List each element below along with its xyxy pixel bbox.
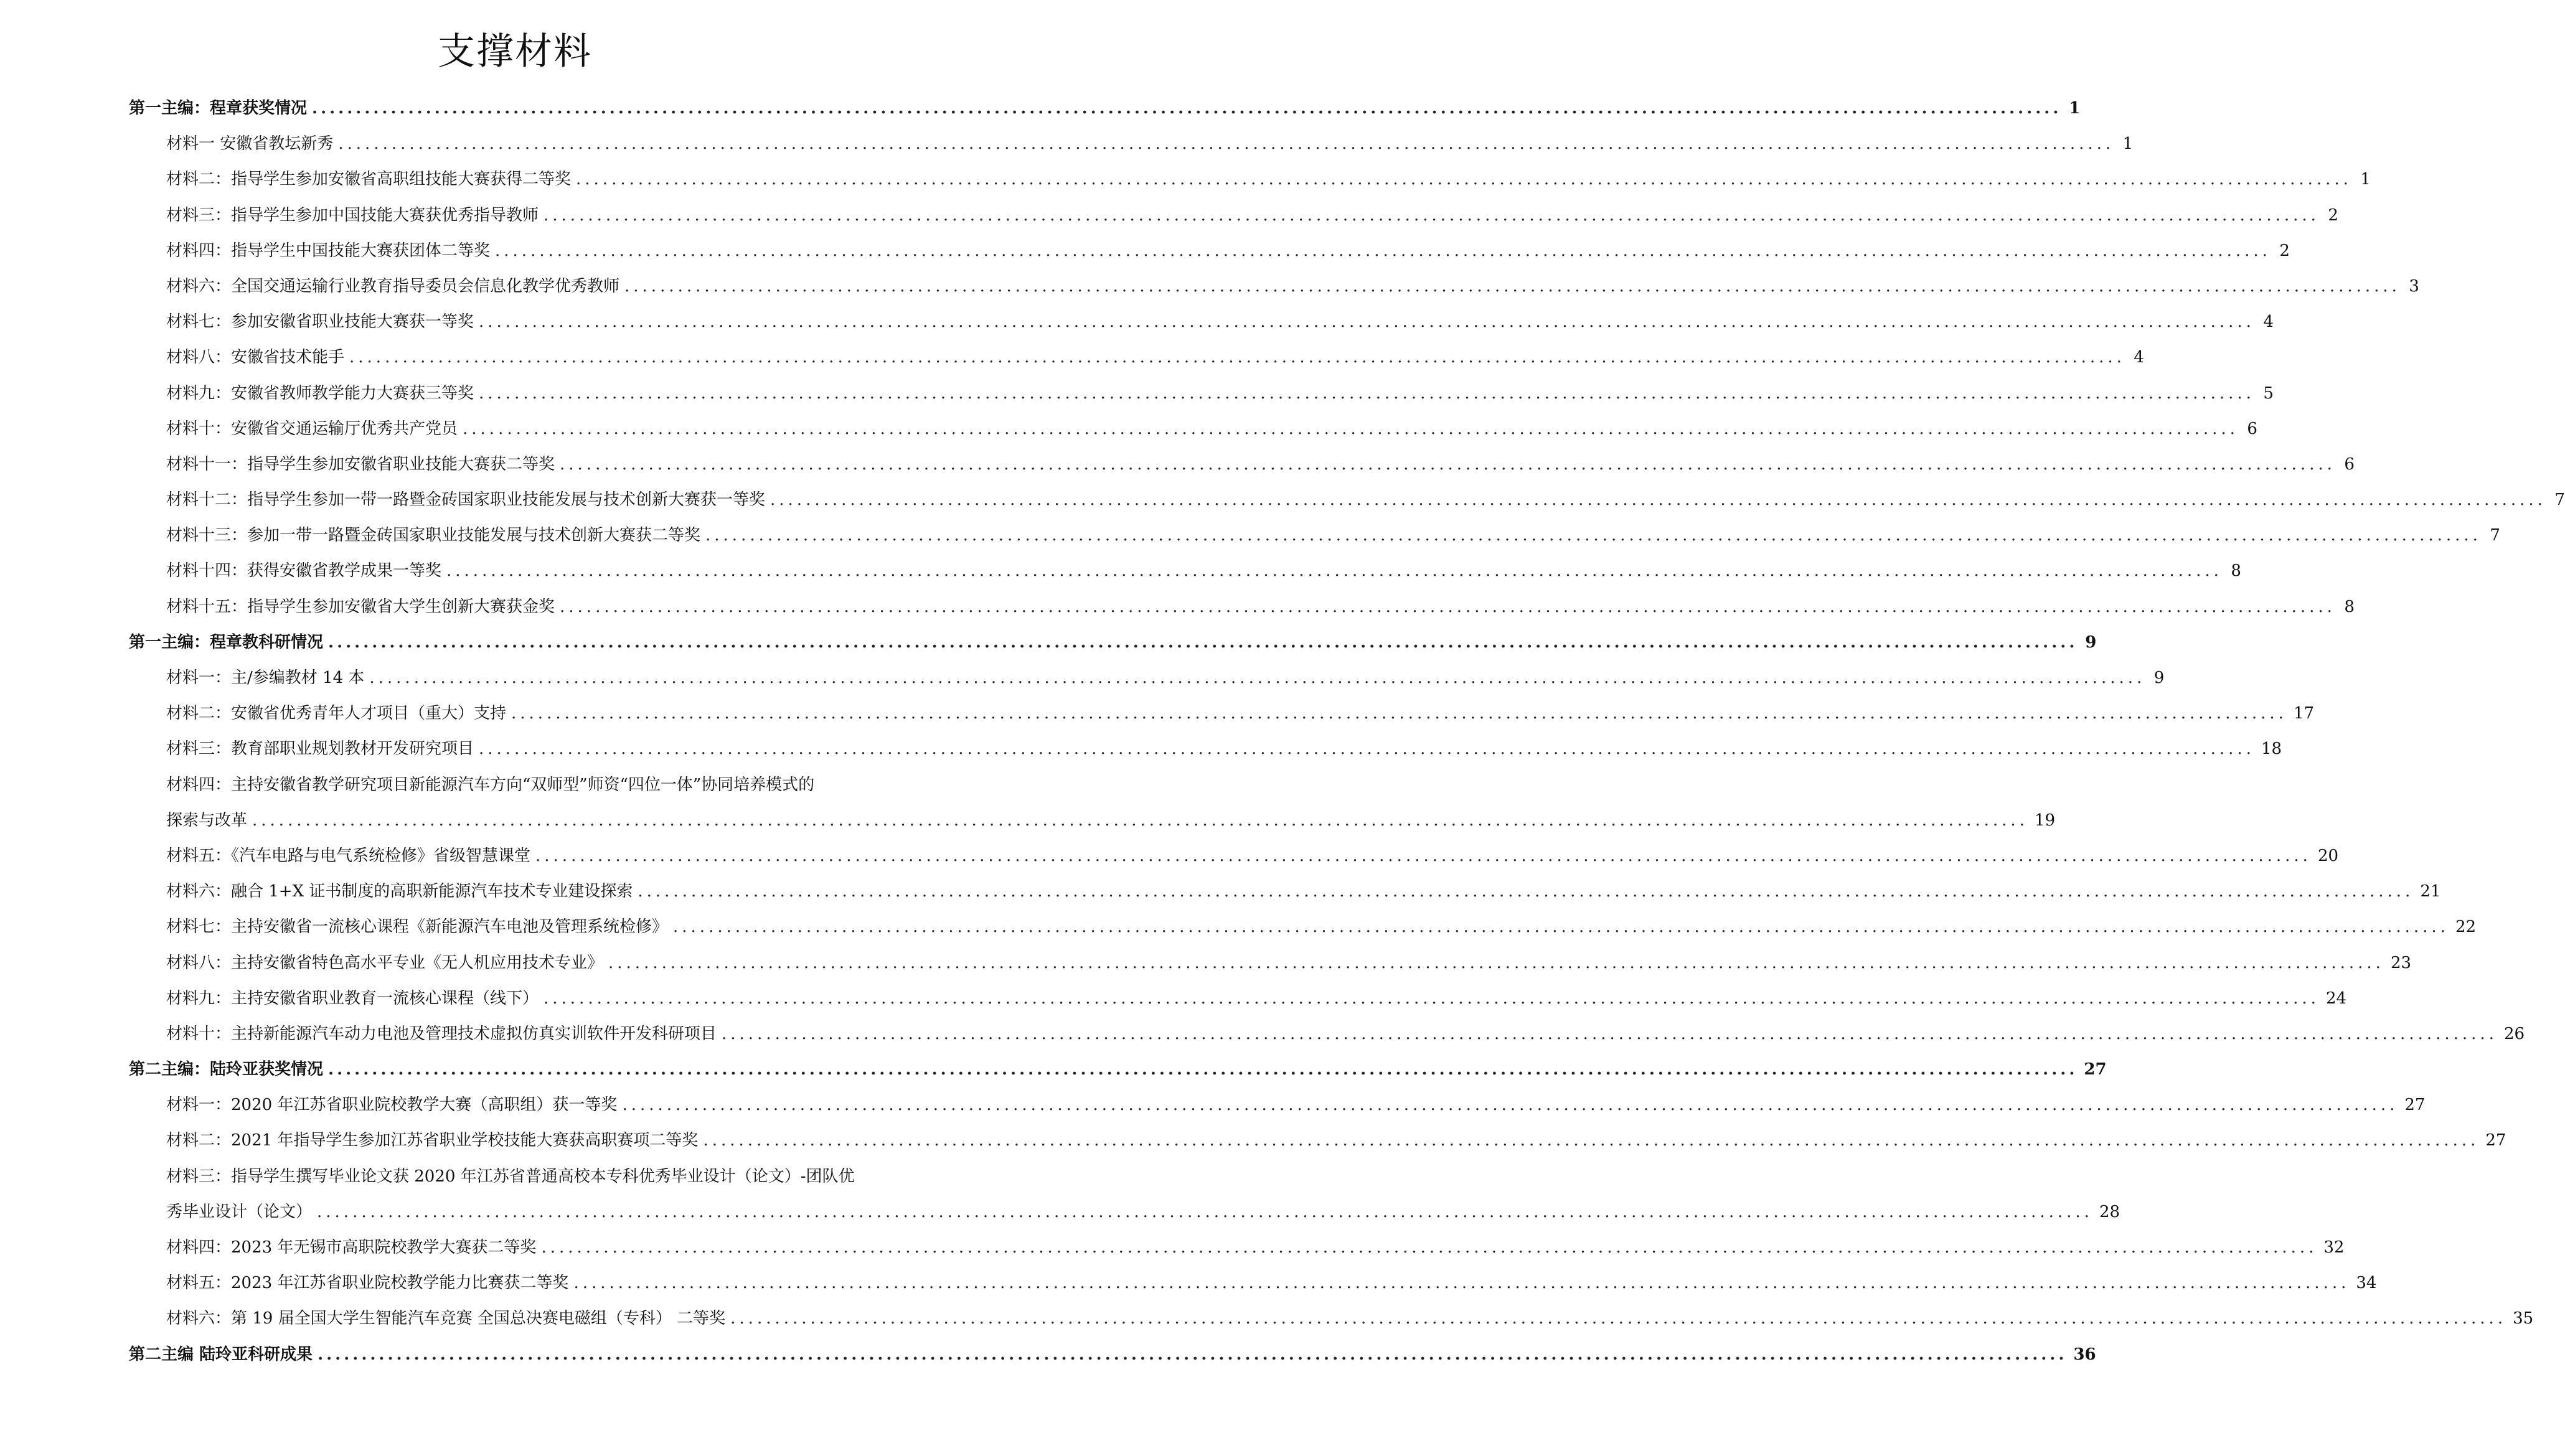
dot-leader: ........................................................................................................................................................................................................ (544, 989, 2320, 1008)
dot-leader: ........................................................................................................................................................................................................ (479, 383, 2255, 403)
toc-page-number: 1 (2122, 134, 2134, 154)
toc-page-number: 27 (2404, 1096, 2426, 1115)
dot-leader: ........................................................................................................................................................................................................ (608, 953, 2384, 972)
toc-entry[interactable] (129, 411, 2257, 447)
toc-entry-text: 材料一：2020 年江苏省职业院校教学大赛（高职组）获一等奖 (166, 1096, 618, 1115)
toc-entry-text: 材料十一：指导学生参加安徽省职业技能大赛获二等奖 (166, 454, 555, 474)
toc-entry[interactable] (129, 233, 2290, 269)
toc-entry-continuation[interactable] (129, 1195, 2120, 1230)
toc-page-number: 17 (2293, 704, 2315, 723)
toc-page-number: 6 (2247, 419, 2257, 438)
toc-page-number: 32 (2323, 1238, 2345, 1257)
dot-leader: ........................................................................................................................................................................................................ (317, 1202, 2093, 1221)
toc-entry[interactable] (129, 1301, 2534, 1336)
dot-leader: ........................................................................................................................................................................................................ (312, 99, 2062, 118)
toc-section-heading[interactable] (129, 625, 2097, 660)
toc-page-number: 9 (2085, 632, 2097, 652)
dot-leader: ........................................................................................................................................................................................................ (560, 454, 2336, 474)
toc-entry-text: 材料十二：指导学生参加一带一路暨金砖国家职业技能发展与技术创新大赛获一等奖 (166, 491, 766, 510)
dot-leader: ........................................................................................................................................................................................................ (446, 561, 2223, 581)
toc-page-number: 22 (2455, 918, 2477, 937)
toc-page-number: 4 (2263, 312, 2274, 332)
toc-page-number: 27 (2084, 1060, 2107, 1079)
toc-entry-text: 材料六：融合 1+X 证书制度的高职新能源汽车技术专业建设探索 (166, 882, 633, 901)
dot-leader: ........................................................................................................................................................................................................ (369, 669, 2146, 687)
toc-entry[interactable] (129, 874, 2441, 909)
toc-entry-text: 材料三：指导学生参加中国技能大赛获优秀指导教师 (166, 205, 539, 225)
dot-leader: ........................................................................................................................................................................................................ (338, 134, 2115, 154)
toc-entry[interactable] (129, 660, 2165, 696)
dot-leader: ........................................................................................................................................................................................................ (703, 1131, 2480, 1150)
toc-entry-text: 材料十：主持新能源汽车动力电池及管理技术虚拟仿真实训软件开发科研项目 (166, 1024, 717, 1043)
toc-entry-text: 材料八：主持安徽省特色高水平专业《无人机应用技术专业》 (166, 953, 604, 972)
toc-section-heading[interactable] (129, 1052, 2107, 1087)
toc-page-number: 24 (2325, 989, 2347, 1008)
toc-entry-text: 材料四：指导学生中国技能大赛获团体二等奖 (166, 241, 491, 260)
toc-entry[interactable] (129, 1266, 2377, 1301)
dot-leader: ........................................................................................................................................................................................................ (479, 740, 2255, 759)
toc-page-number: 28 (2099, 1202, 2120, 1221)
toc-entry[interactable] (129, 304, 2274, 340)
toc-entry[interactable] (129, 1230, 2345, 1266)
toc-entry-text: 探索与改革 (166, 810, 248, 830)
toc-entry-text: 第二主编：陆玲亚获奖情况 (129, 1060, 324, 1079)
toc-entry[interactable] (129, 1159, 946, 1195)
toc-entry[interactable] (129, 376, 2274, 411)
toc-entry[interactable] (129, 482, 2565, 518)
toc-entry[interactable] (129, 589, 2355, 625)
document-title: 支撑材料 (438, 30, 592, 73)
toc-page-number: 9 (2153, 669, 2165, 687)
toc-entry-text: 材料九：安徽省教师教学能力大赛获三等奖 (166, 383, 474, 403)
toc-entry-text: 材料七：参加安徽省职业技能大赛获一等奖 (166, 312, 474, 332)
toc-entry[interactable] (129, 838, 2339, 874)
toc-page-number: 23 (2390, 953, 2412, 972)
toc-entry[interactable] (129, 768, 946, 803)
toc-entry[interactable] (129, 447, 2355, 482)
toc-entry-continuation[interactable] (129, 803, 2056, 838)
toc-entry-text: 材料十五：指导学生参加安徽省大学生创新大赛获金奖 (166, 597, 555, 616)
toc-page-number: 35 (2513, 1309, 2534, 1328)
toc-entry-text: 材料一：主/参编教材 14 本 (166, 669, 365, 687)
dot-leader: ........................................................................................................................................................................................................ (622, 1096, 2399, 1115)
table-of-contents (129, 91, 2565, 1373)
toc-entry-text: 材料八：安徽省技术能手 (166, 348, 345, 367)
toc-page-number: 7 (2490, 526, 2500, 545)
toc-entry[interactable] (129, 696, 2315, 731)
toc-page-number: 7 (2554, 491, 2565, 510)
toc-entry-text: 材料五：2023 年江苏省职业院校教学能力比赛获二等奖 (166, 1274, 569, 1293)
toc-page-number: 3 (2409, 276, 2419, 296)
toc-entry[interactable] (129, 909, 2477, 945)
toc-entry[interactable] (129, 731, 2282, 767)
toc-page-number: 19 (2034, 810, 2056, 830)
toc-entry[interactable] (129, 198, 2338, 233)
toc-page-number: 8 (2231, 561, 2241, 581)
dot-leader: ........................................................................................................................................................................................................ (495, 241, 2271, 260)
toc-entry-text: 材料五：《汽车电路与电气系统检修》省级智慧课堂 (166, 846, 531, 865)
toc-entry[interactable] (129, 553, 2241, 589)
dot-leader: ........................................................................................................................................................................................................ (328, 1060, 2078, 1079)
dot-leader: ........................................................................................................................................................................................................ (535, 846, 2312, 865)
dot-leader: ........................................................................................................................................................................................................ (638, 882, 2414, 901)
toc-page-number: 4 (2134, 348, 2144, 367)
toc-entry[interactable] (129, 1123, 2506, 1158)
dot-leader: ........................................................................................................................................................................................................ (705, 526, 2482, 545)
dot-leader: ........................................................................................................................................................................................................ (318, 1345, 2068, 1364)
dot-leader: ........................................................................................................................................................................................................ (624, 276, 2401, 296)
dot-leader: ........................................................................................................................................................................................................ (730, 1309, 2507, 1328)
dot-leader: ........................................................................................................................................................................................................ (544, 205, 2320, 225)
dot-leader: ........................................................................................................................................................................................................ (722, 1024, 2498, 1043)
dot-leader: ........................................................................................................................................................................................................ (252, 810, 2028, 830)
toc-page-number: 6 (2344, 454, 2355, 474)
toc-entry[interactable] (129, 1087, 2426, 1123)
toc-entry-text: 材料十三：参加一带一路暨金砖国家职业技能发展与技术创新大赛获二等奖 (166, 526, 701, 545)
toc-page-number: 18 (2261, 740, 2282, 759)
dot-leader: ........................................................................................................................................................................................................ (560, 597, 2336, 616)
toc-section-heading[interactable] (129, 1337, 2096, 1373)
toc-entry-text: 材料十：安徽省交通运输厅优秀共产党员 (166, 419, 458, 438)
toc-entry-text: 材料二：安徽省优秀青年人才项目（重大）支持 (166, 704, 507, 723)
toc-entry[interactable] (129, 1017, 2525, 1052)
toc-entry-text: 材料四：主持安徽省教学研究项目新能源汽车方向“双师型”师资“四位一体”协同培养模式的 (166, 775, 815, 794)
dot-leader: ........................................................................................................................................................................................................ (573, 1274, 2350, 1293)
toc-page-number: 21 (2420, 882, 2441, 901)
toc-entry-text: 秀毕业设计（论文） (166, 1202, 313, 1221)
dot-leader: ........................................................................................................................................................................................................ (511, 704, 2287, 723)
toc-page-number: 34 (2356, 1274, 2377, 1293)
toc-entry[interactable] (129, 518, 2500, 553)
toc-entry-text: 材料十四：获得安徽省教学成果一等奖 (166, 561, 442, 581)
dot-leader: ........................................................................................................................................................................................................ (328, 632, 2078, 652)
toc-entry-text: 材料二：指导学生参加安徽省高职组技能大赛获得二等奖 (166, 170, 572, 189)
toc-entry-text: 材料一 安徽省教坛新秀 (166, 134, 334, 154)
dot-leader: ........................................................................................................................................................................................................ (463, 419, 2239, 438)
toc-page-number: 20 (2317, 846, 2339, 865)
toc-entry[interactable] (129, 162, 2371, 197)
toc-entry[interactable] (129, 340, 2144, 375)
dot-leader: ........................................................................................................................................................................................................ (770, 491, 2546, 510)
toc-entry-text: 材料四：2023 年无锡市高职院校教学大赛获二等奖 (166, 1238, 537, 1257)
toc-entry-text: 第一主编：程章教科研情况 (129, 632, 324, 652)
dot-leader: ........................................................................................................................................................................................................ (541, 1238, 2318, 1257)
dot-leader: ........................................................................................................................................................................................................ (576, 170, 2352, 189)
toc-entry[interactable] (129, 126, 2134, 162)
toc-entry[interactable] (129, 946, 2412, 981)
toc-entry-text: 材料七：主持安徽省一流核心课程《新能源汽车电池及管理系统检修》 (166, 918, 669, 937)
toc-page-number: 1 (2360, 170, 2371, 189)
toc-entry-text: 第一主编：程章获奖情况 (129, 99, 308, 118)
toc-entry-text: 材料三：教育部职业规划教材开发研究项目 (166, 740, 474, 759)
dot-leader: ........................................................................................................................................................................................................ (673, 918, 2449, 937)
toc-page-number: 36 (2073, 1345, 2096, 1364)
toc-page-number: 27 (2485, 1131, 2506, 1150)
toc-page-number: 2 (2328, 205, 2338, 225)
toc-section-heading[interactable] (129, 91, 2081, 126)
toc-entry[interactable] (129, 981, 2347, 1017)
toc-entry-text: 材料九：主持安徽省职业教育一流核心课程（线下） (166, 989, 539, 1008)
toc-entry-text: 材料六：全国交通运输行业教育指导委员会信息化教学优秀教师 (166, 276, 620, 296)
toc-page-number: 1 (2069, 99, 2081, 118)
dot-leader: ........................................................................................................................................................................................................ (479, 312, 2255, 332)
toc-page-number: 2 (2279, 241, 2290, 260)
toc-entry[interactable] (129, 269, 2419, 304)
toc-entry-text: 材料六：第 19 届全国大学生智能汽车竞赛 全国总决赛电磁组（专科） 二等奖 (166, 1309, 726, 1328)
toc-entry-text: 第二主编 陆玲亚科研成果 (129, 1345, 313, 1364)
toc-entry-text: 材料三：指导学生撰写毕业论文获 2020 年江苏省普通高校本专科优秀毕业设计（论文）-团队优 (166, 1167, 855, 1186)
toc-page-number: 26 (2503, 1024, 2525, 1043)
dot-leader: ........................................................................................................................................................................................................ (349, 348, 2125, 367)
toc-page-number: 5 (2263, 383, 2274, 403)
toc-entry-text: 材料二：2021 年指导学生参加江苏省职业学校技能大赛获高职赛项二等奖 (166, 1131, 699, 1150)
toc-page-number: 8 (2344, 597, 2355, 616)
